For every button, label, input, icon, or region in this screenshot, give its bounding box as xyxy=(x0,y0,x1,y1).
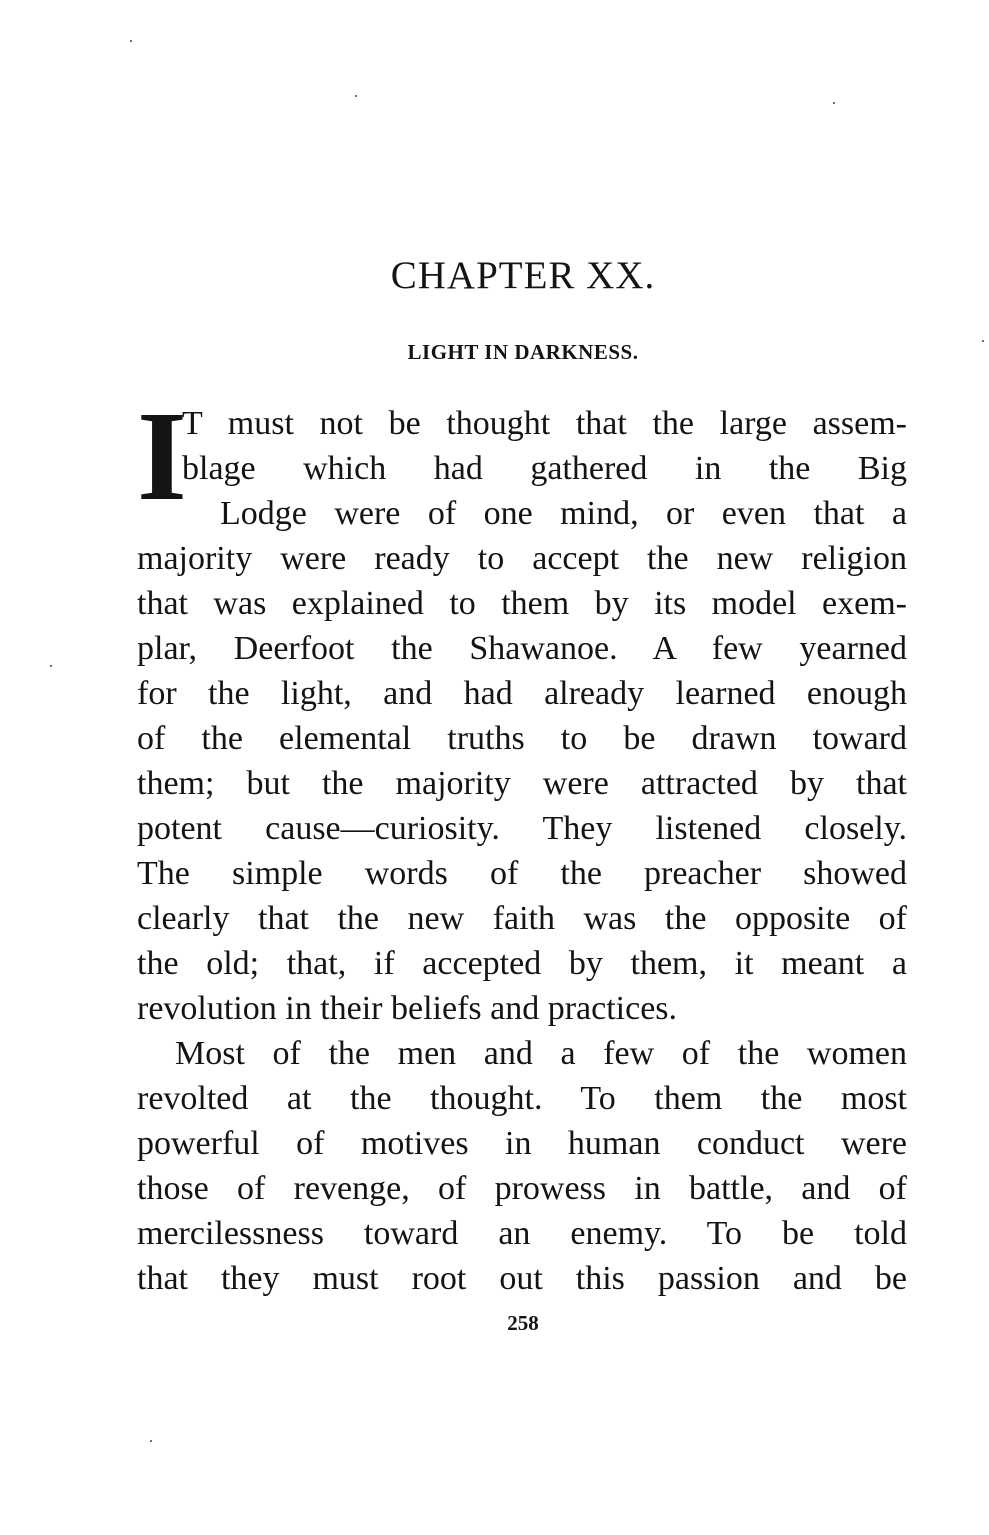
text-line: clearly that the new faith was the opposite of xyxy=(137,900,907,937)
text-line: revolution in their beliefs and practices. xyxy=(137,990,678,1027)
text-line: T must not be thought that the large assem- xyxy=(182,405,907,442)
text-line: mercilessness toward an enemy. To be told xyxy=(137,1215,907,1252)
text-line: revolted at the thought. To them the most xyxy=(137,1080,907,1117)
text-line: those of revenge, of prowess in battle, and of xyxy=(137,1170,907,1207)
drop-cap: I xyxy=(137,385,187,527)
text-line: of the elemental truths to be drawn toward xyxy=(137,720,907,757)
text-line: the old; that, if accepted by them, it meant a xyxy=(137,945,907,982)
text-line: that they must root out this passion and be xyxy=(137,1260,907,1297)
chapter-subtitle: LIGHT IN DARKNESS. xyxy=(407,340,639,364)
text-line: them; but the majority were attracted by that xyxy=(137,765,907,802)
text-line: majority were ready to accept the new religion xyxy=(137,540,907,577)
text-line: for the light, and had already learned enough xyxy=(137,675,907,712)
paper-speck xyxy=(50,665,52,667)
text-line: powerful of motives in human conduct were xyxy=(137,1125,907,1162)
paper-speck xyxy=(150,1440,152,1442)
text-line: that was explained to them by its model exem- xyxy=(137,585,907,622)
text-line: Lodge were of one mind, or even that a xyxy=(220,495,907,532)
paper-speck xyxy=(130,40,132,42)
paper-speck xyxy=(833,102,835,104)
text-line: The simple words of the preacher showed xyxy=(137,855,907,892)
text-line: blage which had gathered in the Big xyxy=(182,450,907,487)
chapter-title: CHAPTER XX. xyxy=(390,254,656,297)
text-line: potent cause—curiosity. They listened closely. xyxy=(137,810,907,847)
page-number: 258 xyxy=(507,1311,539,1335)
text-line: Most of the men and a few of the women xyxy=(175,1035,907,1072)
text-line: plar, Deerfoot the Shawanoe. A few yearned xyxy=(137,630,907,667)
paper-speck xyxy=(355,95,357,97)
